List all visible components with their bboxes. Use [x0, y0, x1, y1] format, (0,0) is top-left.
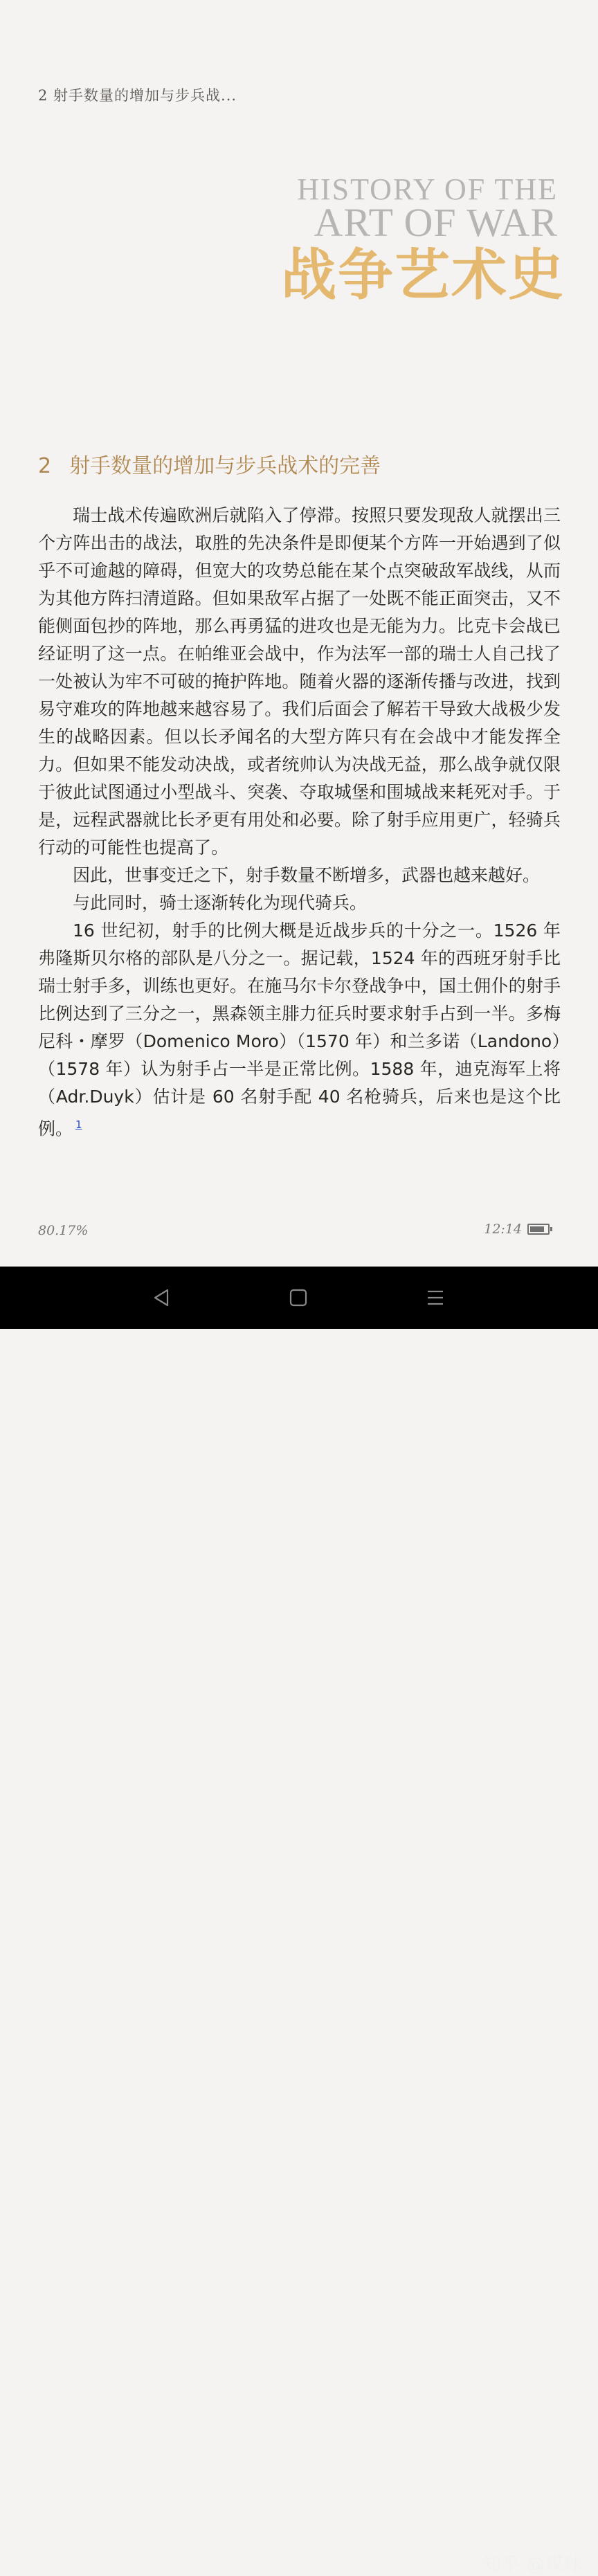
brand-chinese-title: 战争艺术史 — [281, 243, 565, 307]
back-triangle-icon — [151, 1287, 172, 1308]
battery-level-fill — [530, 1226, 544, 1232]
footer-status — [484, 1222, 550, 1237]
paragraph: 因此，世事变迁之下，射手数量不断增多，武器也越来越好。 — [73, 865, 541, 885]
menu-button[interactable] — [404, 1267, 466, 1329]
menu-lines-icon — [426, 1288, 445, 1307]
brand-line-1: HISTORY OF THE — [297, 172, 558, 206]
navigation-bar — [0, 1267, 598, 2575]
brand-line-2: ART OF WAR — [314, 200, 558, 245]
chapter-number: 2 — [38, 454, 52, 478]
paragraph: 瑞士战术传遍欧洲后就陷入了停滞。按照只要发现敌人就摆出三个方阵出击的战法，取胜的先决条件是即便某个方阵一开始遇到了似乎不可逾越的障碍，但宽大的攻势总能在某个点突破敌军战线，从而为其他方阵扫清道路。但如果敌军占据了一处既不能正面突击，又不能侧面包抄的阵地，那么再勇猛的进攻也是无能为力。比克卡会战已经证明了这一点。在帕维亚会战中，作为法军一部的瑞士人自己找了一处被认为牢不可破的掩护阵地。随着火器的逐渐传播与改进，找到易守难攻的阵地越来越容易了。我们后面会了解若干导致大战极少发生的战略因素。但以长矛闻名的大型方阵只有在会战中才能发挥全力。但如果不能发动决战，或者统帅认为决战无益，那么战争就仅限于彼此试图通过小型战斗、突袭、夺取城堡和围城战来耗死对手。于是，远程武器就比长矛更有用处和必要。除了射手应用更广，轻骑兵行动的可能性也提高了。 — [38, 505, 561, 858]
reading-progress: 80.17% — [38, 1223, 89, 1238]
footnote-link[interactable]: 1 — [75, 1118, 82, 1131]
paragraph — [38, 917, 561, 1143]
chapter-title — [38, 450, 381, 483]
back-button[interactable] — [130, 1267, 192, 1329]
clock-time: 12:14 — [484, 1222, 522, 1237]
home-button[interactable] — [267, 1267, 329, 1329]
paragraph-text: 16 世纪初，射手的比例大概是近战步兵的十分之一。1526 年弗隆斯贝尔格的部队是八分之一。据记载，1524 年的西班牙射手比瑞士射手多，训练也更好。在施马尔卡尔登战争中，国土佣仆的射手比例达到了三分之一，黑森领主腓力征兵时要求射手占到一半。多梅尼科・摩罗（Domenico Moro）（1570 年）和兰多诺（Landono）（1578 年）认为射手占一半是正常比例。1588 年，迪克海军上将（Adr.Duyk）估计是 60 名射手配 40 名枪骑兵，后来也是这个比例。 — [38, 920, 561, 1139]
battery-icon — [527, 1224, 550, 1235]
chapter-content — [38, 502, 561, 1143]
running-header: 2 射手数量的增加与步兵战... — [38, 87, 237, 104]
home-square-icon — [289, 1288, 308, 1307]
book-brand — [281, 172, 565, 309]
source-watermark: 知乎 @煤球 — [482, 2555, 583, 2575]
paragraph: 与此同时，骑士逐渐转化为现代骑兵。 — [73, 893, 368, 913]
chapter-title-text: 射手数量的增加与步兵战术的完善 — [69, 454, 381, 478]
